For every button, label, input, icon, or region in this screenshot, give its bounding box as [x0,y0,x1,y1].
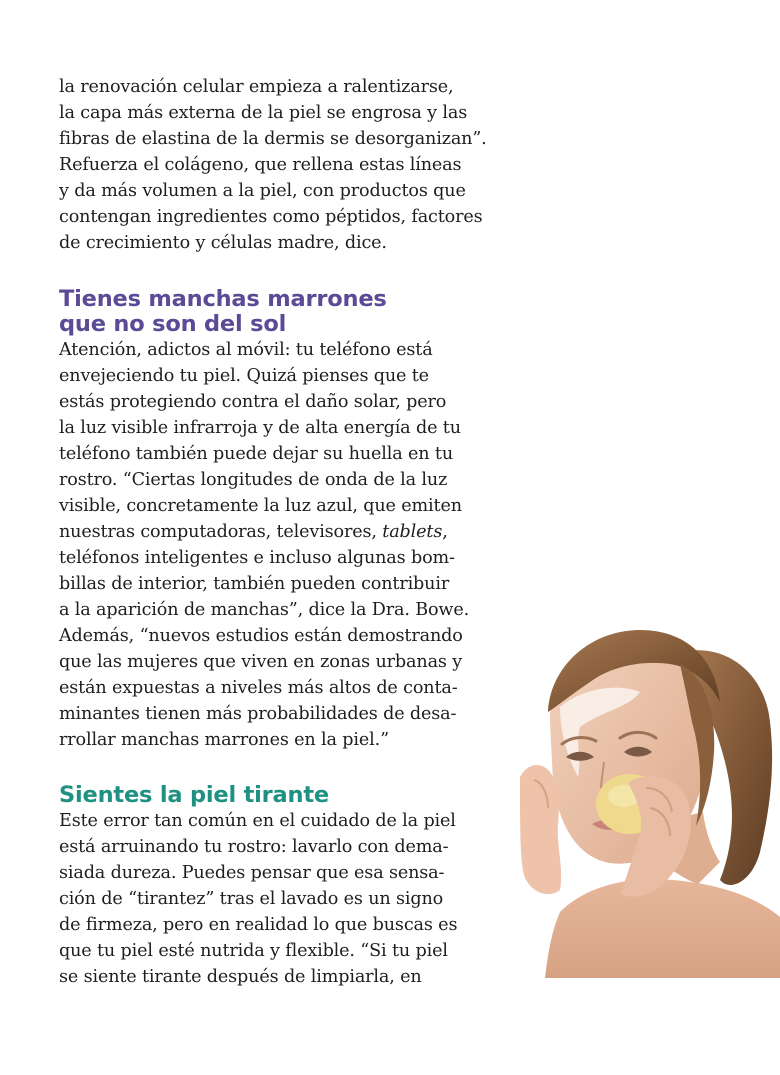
text-line: que las mujeres que viven en zonas urbanas y [59,652,463,672]
heading-line: que no son del sol [59,311,287,337]
text-line: la renovación celular empieza a ralentizarse, [59,77,454,97]
text-line: de crecimiento y células madre, dice. [59,233,387,253]
text-fragment: , [442,522,448,542]
text-line: siada dureza. Puedes pensar que esa sensa- [59,863,445,883]
section-heading-tight-skin [59,783,509,808]
text-line: rostro. “Ciertas longitudes de onda de la luz [59,470,448,490]
text-line: a la aparición de manchas”, dice la Dra. Bowe. [59,600,470,620]
text-line: Además, “nuevos estudios están demostrando [59,626,463,646]
text-line: contengan ingredientes como péptidos, factores [59,207,483,227]
heading-line: Tienes manchas marrones [59,286,387,312]
text-line: Atención, adictos al móvil: tu teléfono está [59,340,433,360]
text-fragment: nuestras computadoras, televisores, [59,522,383,542]
text-line: estás protegiendo contra el daño solar, pero [59,392,447,412]
section-paragraph-tight-skin [59,808,509,990]
text-line: la capa más externa de la piel se engrosa y las [59,103,468,123]
text-line: Este error tan común en el cuidado de la piel [59,811,456,831]
text-line: que tu piel esté nutrida y flexible. “Si tu piel [59,941,448,961]
text-line: fibras de elastina de la dermis se desorganizan”. [59,129,487,149]
article-column [59,74,509,990]
shoulders [545,879,780,978]
text-line: billas de interior, también pueden contribuir [59,574,450,594]
text-line: está arruinando tu rostro: lavarlo con dema- [59,837,449,857]
text-line: envejeciendo tu piel. Quizá pienses que te [59,366,429,386]
text-line: Refuerza el colágeno, que rellena estas líneas [59,155,462,175]
text-line [59,519,509,545]
text-line: se siente tirante después de limpiarla, en [59,967,422,987]
section-heading-brown-spots [59,287,509,337]
italic-term: tablets [382,522,443,542]
text-line: visible, concretamente la luz azul, que emiten [59,496,462,516]
text-line: teléfono también puede dejar su huella en tu [59,444,454,464]
heading-line: Sientes la piel tirante [59,782,329,808]
intro-paragraph [59,74,509,256]
text-line: están expuestas a niveles más altos de conta- [59,678,458,698]
text-line: rrollar manchas marrones en la piel.” [59,730,389,750]
text-line: ción de “tirantez” tras el lavado es un signo [59,889,444,909]
section-paragraph-brown-spots [59,337,509,753]
text-line: y da más volumen a la piel, con productos que [59,181,466,201]
text-line: minantes tienen más probabilidades de desa- [59,704,457,724]
woman-washing-face-photo [520,612,780,978]
text-line: teléfonos inteligentes e incluso algunas bom- [59,548,455,568]
text-line: la luz visible infrarroja y de alta energía de tu [59,418,461,438]
text-line: de firmeza, pero en realidad lo que buscas es [59,915,458,935]
